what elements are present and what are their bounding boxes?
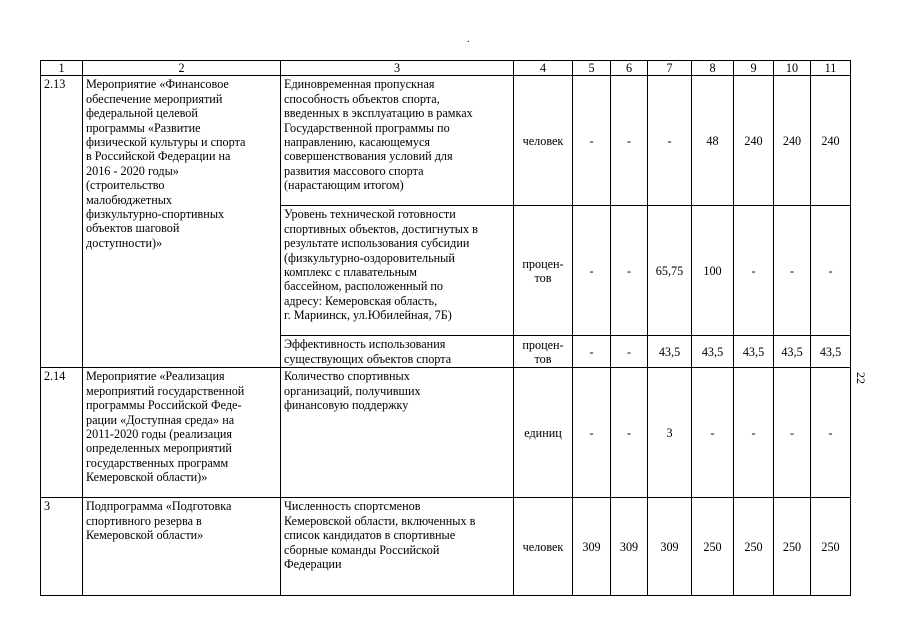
value-cell: 309 — [611, 498, 648, 596]
value-cell: - — [573, 336, 611, 368]
unit: единиц — [514, 368, 573, 498]
value-cell: - — [611, 336, 648, 368]
value-cell: 250 — [692, 498, 734, 596]
value-cell: - — [774, 206, 811, 336]
value-cell: 43,5 — [692, 336, 734, 368]
event-name: Подпрограмма «Подготовка спортивного резерва в Кемеровской области» — [83, 498, 281, 596]
indicator-name: Количество спортивных организаций, получивших финансовую поддержку — [281, 368, 514, 498]
table-row — [41, 498, 851, 596]
col-header: 10 — [774, 61, 811, 76]
value-cell: - — [573, 76, 611, 206]
col-header: 1 — [41, 61, 83, 76]
value-cell: 100 — [692, 206, 734, 336]
col-header: 3 — [281, 61, 514, 76]
table-row — [41, 76, 851, 206]
value-cell: - — [573, 206, 611, 336]
value-cell: - — [648, 76, 692, 206]
value-cell: 250 — [774, 498, 811, 596]
header-row — [41, 61, 851, 76]
value-cell: 309 — [648, 498, 692, 596]
value-cell: - — [611, 76, 648, 206]
table-row — [41, 368, 851, 498]
value-cell: - — [692, 368, 734, 498]
value-cell: 240 — [734, 76, 774, 206]
value-cell: - — [611, 368, 648, 498]
col-header: 5 — [573, 61, 611, 76]
indicator-name: Численность спортсменов Кемеровской области, включенных в список кандидатов в спортивные сборные команды Российской Федерации — [281, 498, 514, 596]
value-cell: 48 — [692, 76, 734, 206]
indicator-name: Эффективность использования существующих объектов спорта — [281, 336, 514, 368]
col-header: 11 — [811, 61, 851, 76]
value-cell: 43,5 — [648, 336, 692, 368]
col-header: 7 — [648, 61, 692, 76]
value-cell: - — [734, 206, 774, 336]
value-cell: 43,5 — [811, 336, 851, 368]
unit: человек — [514, 498, 573, 596]
col-header: 4 — [514, 61, 573, 76]
value-cell: 240 — [774, 76, 811, 206]
value-cell: - — [774, 368, 811, 498]
value-cell: - — [573, 368, 611, 498]
unit: человек — [514, 76, 573, 206]
value-cell: 309 — [573, 498, 611, 596]
page-number: 22 — [854, 372, 868, 384]
value-cell: - — [811, 206, 851, 336]
col-header: 6 — [611, 61, 648, 76]
unit: процен- тов — [514, 336, 573, 368]
unit: процен- тов — [514, 206, 573, 336]
value-cell: 3 — [648, 368, 692, 498]
value-cell: 43,5 — [734, 336, 774, 368]
event-name: Мероприятие «Реализация мероприятий государственной программы Российской Феде- рации «Доступная среда» на 2011-2020 годы (реализация определенных мероприятий государственных программ Кемеровской области)» — [83, 368, 281, 498]
value-cell: 240 — [811, 76, 851, 206]
col-header: 8 — [692, 61, 734, 76]
value-cell: - — [611, 206, 648, 336]
event-name: Мероприятие «Финансовое обеспечение мероприятий федеральной целевой программы «Развитие физической культуры и спорта в Российской Федерации на 2016 - 2020 годы» (строительство малобюджетных физкультурно-спортивных объектов шаговой доступности)» — [83, 76, 281, 368]
col-header: 9 — [734, 61, 774, 76]
row-number: 3 — [41, 498, 83, 596]
value-cell: 43,5 — [774, 336, 811, 368]
col-header: 2 — [83, 61, 281, 76]
value-cell: - — [734, 368, 774, 498]
row-number: 2.14 — [41, 368, 83, 498]
indicator-name: Единовременная пропускная способность объектов спорта, введенных в эксплуатацию в рамках Государственной программы по направлению, касающемуся совершенствования условий для развития массового спорта (нарастающим итогом) — [281, 76, 514, 206]
value-cell: 250 — [811, 498, 851, 596]
indicator-name: Уровень технической готовности спортивных объектов, достигнутых в результате использования субсидии (физкультурно-оздоровительный комплекс с плавательным бассейном, расположенный по адресу: Кемеровская область, г. Мариинск, ул.Юбилейная, 7Б) — [281, 206, 514, 336]
value-cell: - — [811, 368, 851, 498]
top-mark: . — [467, 34, 470, 45]
value-cell: 65,75 — [648, 206, 692, 336]
value-cell: 250 — [734, 498, 774, 596]
row-number: 2.13 — [41, 76, 83, 368]
indicators-table — [40, 60, 851, 596]
